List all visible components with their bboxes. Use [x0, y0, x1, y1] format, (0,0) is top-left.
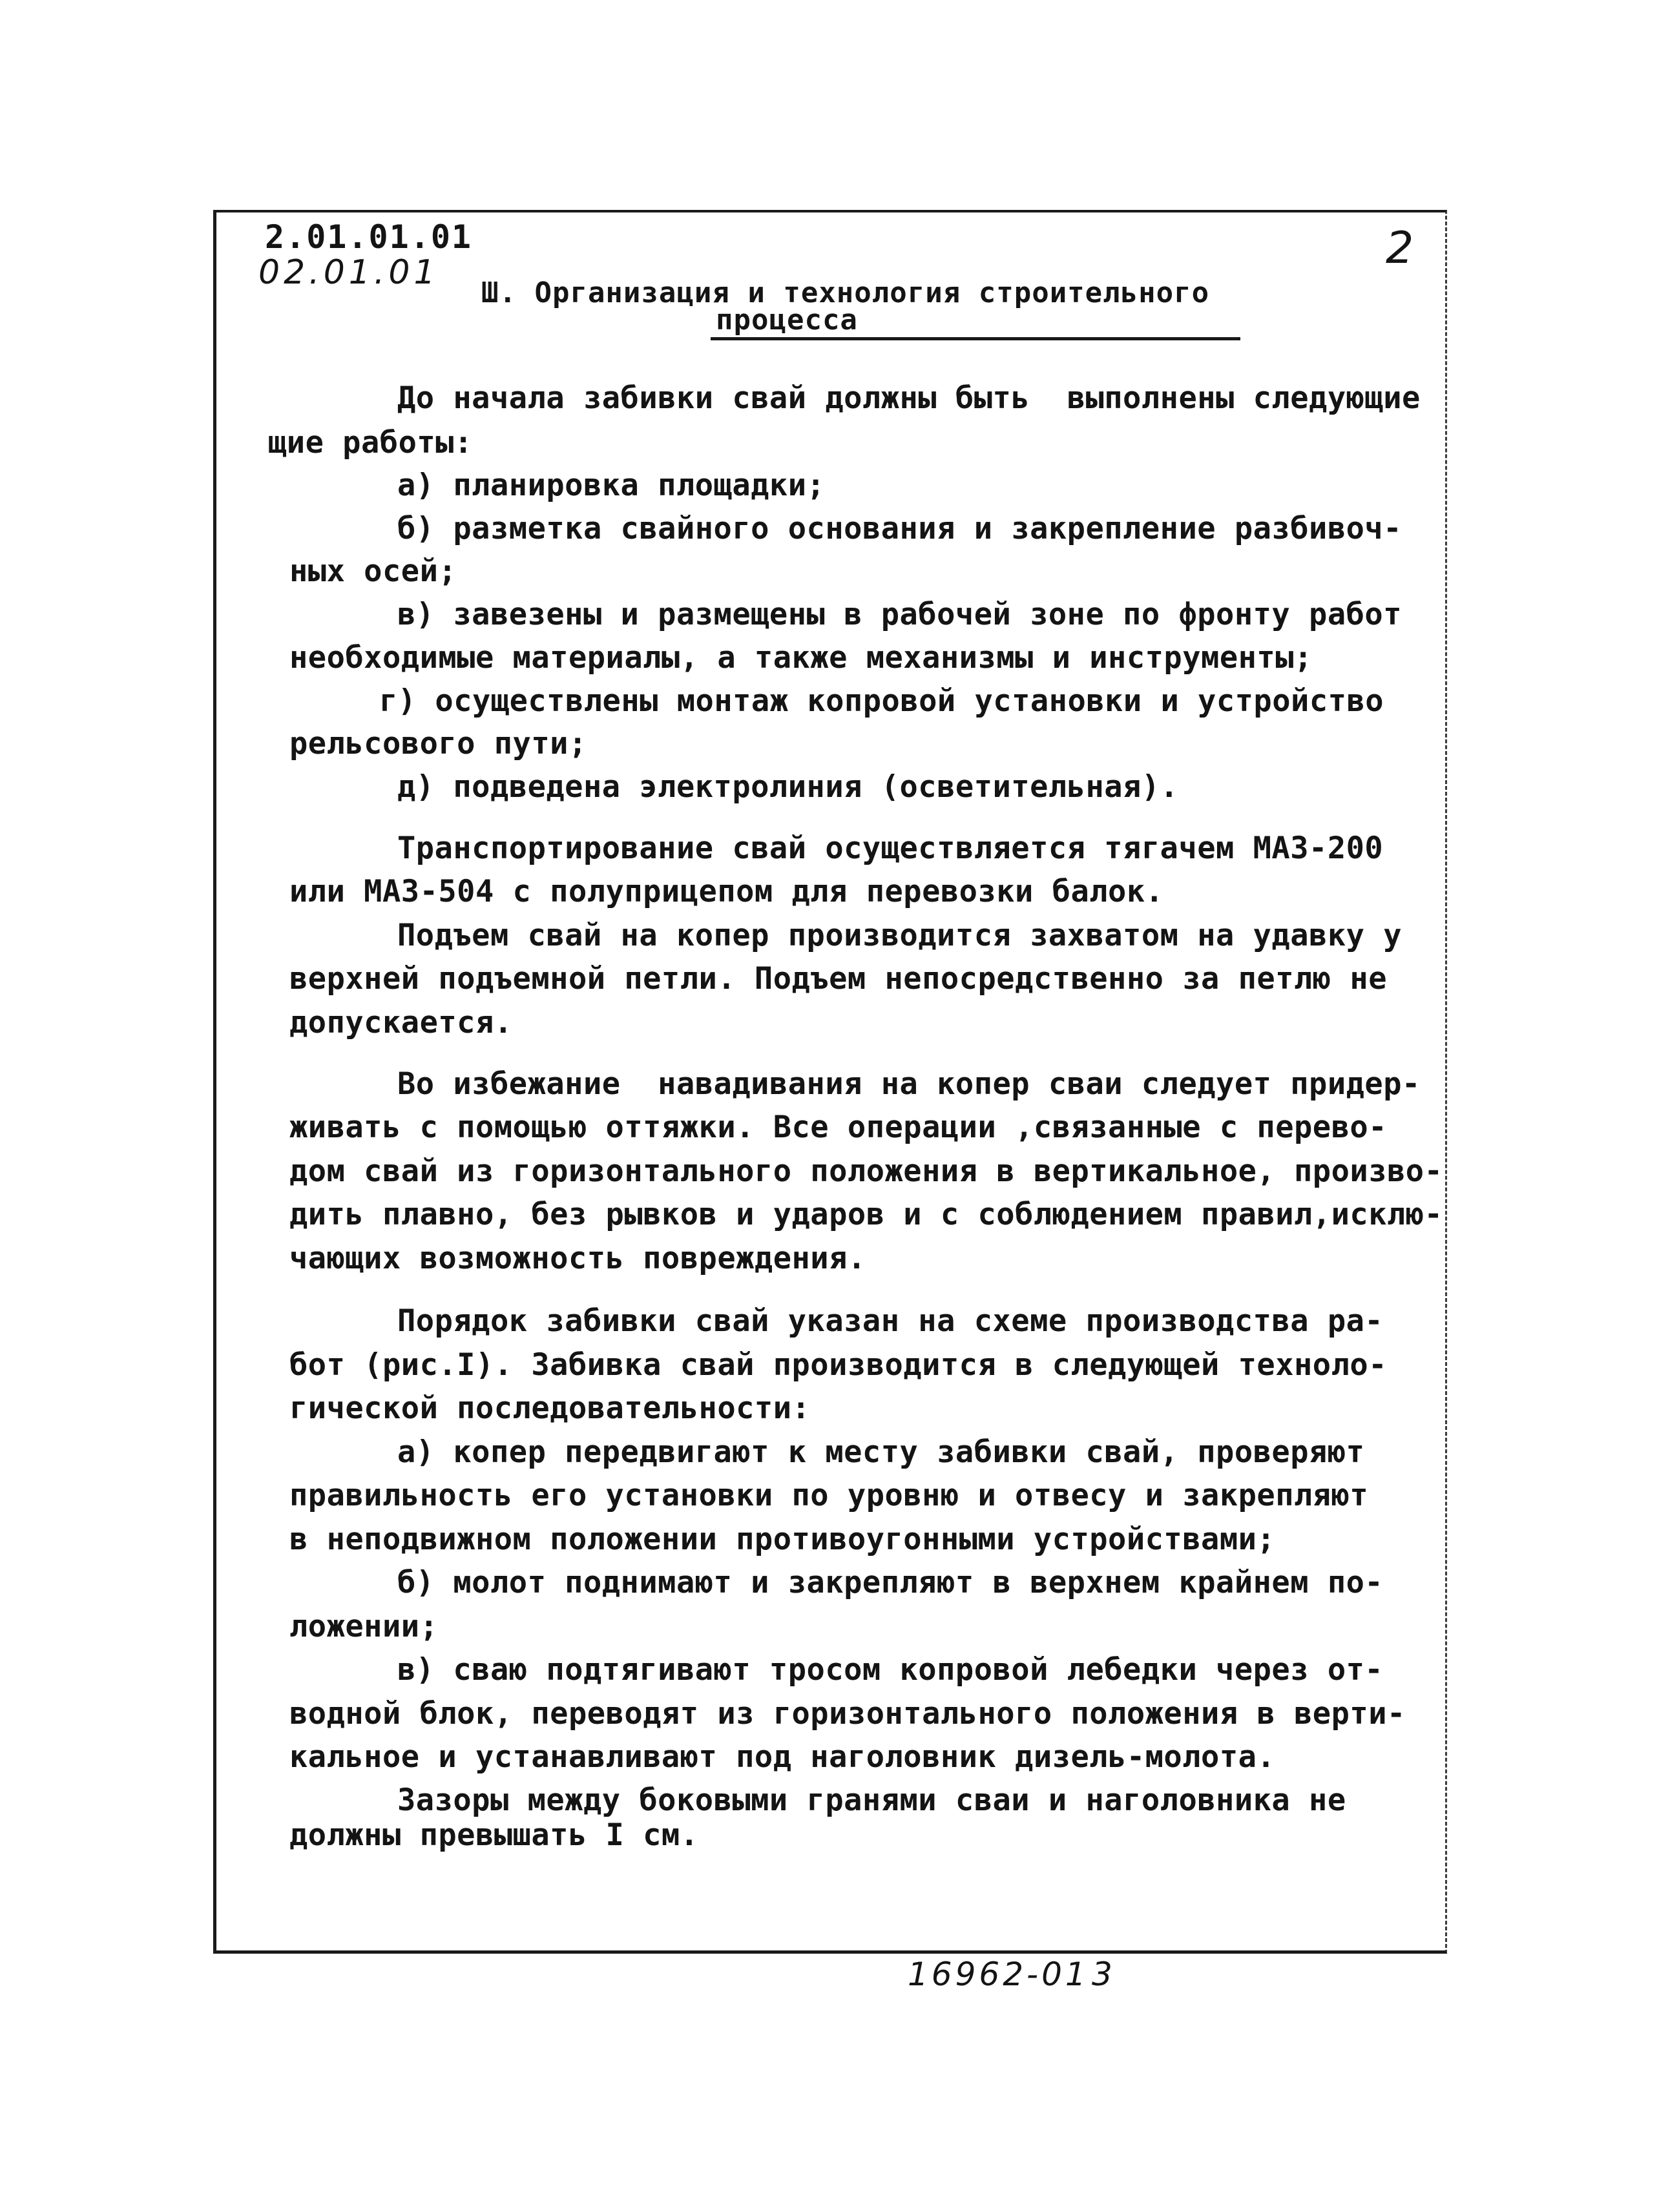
text-line: ных осей; — [289, 553, 457, 589]
text-line: водной блок, переводят из горизонтального положения в верти- — [289, 1696, 1406, 1731]
text-line: или МАЗ-504 с полуприцепом для перевозки балок. — [289, 874, 1164, 909]
text-line: б) разметка свайного основания и закрепление разбивоч- — [397, 511, 1403, 546]
handwritten-code: 02.01.01 — [258, 253, 439, 292]
text-line: Во избежание навадивания на копер сваи следует придер- — [397, 1066, 1421, 1102]
footer-handwritten-number: 16962-01 — [908, 1956, 1089, 1993]
text-line: г) осуществлены монтаж копровой установки и устройство — [379, 683, 1384, 719]
text-line: кальное и устанавливают под наголовник дизель-молота. — [289, 1739, 1276, 1775]
text-line: в) сваю подтягивают тросом копровой лебедки через от- — [397, 1652, 1384, 1688]
section-title-line1: Ш. Организация и технология строительного — [481, 276, 1210, 309]
text-line: дить плавно, без рывков и ударов и с соблюдением правил,исклю- — [289, 1197, 1443, 1232]
text-line: Транспортирование свай осуществляется тягачем МАЗ-200 — [397, 831, 1384, 866]
text-line: допускается. — [289, 1005, 513, 1040]
text-line: рельсового пути; — [289, 726, 587, 761]
text-line: Зазоры между боковыми гранями сваи и наголовника не — [397, 1783, 1346, 1818]
text-line: д) подведена электролиния (осветительная). — [397, 769, 1179, 805]
text-line: в) завезены и размещены в рабочей зоне по фронту работ — [397, 597, 1403, 632]
document-code: 2.01.01.01 — [265, 218, 473, 256]
page-number: 2 — [1386, 223, 1414, 274]
text-line: Порядок забивки свай указан на схеме производства ра- — [397, 1303, 1384, 1339]
section-title-line2: процесса — [716, 304, 858, 336]
text-line: дом свай из горизонтального положения в вертикальное, произво- — [289, 1153, 1443, 1189]
text-line: гической последовательности: — [289, 1390, 811, 1426]
text-line: б) молот поднимают и закрепляют в верхнем крайнем по- — [397, 1565, 1384, 1600]
text-line: необходимые материалы, а также механизмы и инструменты; — [289, 640, 1313, 676]
text-line: ложении; — [289, 1609, 439, 1644]
text-line: чающих возможность повреждения. — [289, 1241, 866, 1276]
text-line: должны превышать I см. — [289, 1817, 699, 1853]
text-line: верхней подъемной петли. Подъем непосредственно за петлю не — [289, 961, 1387, 997]
text-line: До начала забивки свай должны быть выполнены следующие — [397, 380, 1421, 416]
text-line: бот (рис.I). Забивка свай производится в следующей техноло- — [289, 1347, 1387, 1383]
text-line: живать с помощью оттяжки. Все операции ,связанные с перево- — [289, 1110, 1387, 1145]
text-line: Подъем свай на копер производится захватом на удавку у — [397, 918, 1403, 953]
text-line: а) планировка площадки; — [397, 468, 826, 503]
text-line: в неподвижном положении противоугонными устройствами; — [289, 1522, 1276, 1557]
text-line: щие работы: — [268, 425, 473, 460]
text-line: правильность его установки по уровню и отвесу и закрепляют — [289, 1478, 1369, 1513]
footer-sheet-number: 3 — [1092, 1956, 1112, 1993]
text-line: а) копер передвигают к месту забивки свай, проверяют — [397, 1434, 1365, 1470]
